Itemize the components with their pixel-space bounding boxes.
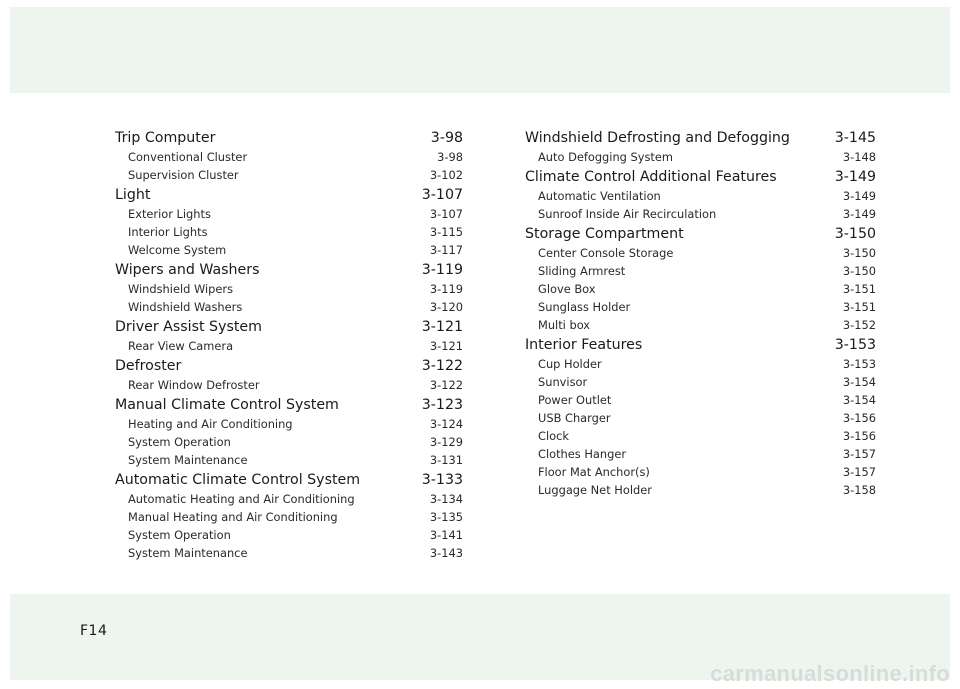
toc-section-page: 3-123	[421, 397, 463, 413]
toc-item-title: Windshield Wipers	[128, 282, 234, 296]
toc-section[interactable]	[115, 470, 463, 490]
toc-item-title: System Operation	[128, 528, 231, 542]
toc-item-title: Auto Defogging System	[538, 150, 673, 164]
toc-section-page: 3-107	[421, 187, 463, 203]
toc-item[interactable]	[115, 508, 463, 526]
toc-item-title: Heating and Air Conditioning	[128, 417, 293, 431]
toc-item-page: 3-120	[429, 300, 463, 314]
toc-item-title: Welcome System	[128, 243, 227, 257]
toc-item[interactable]	[115, 241, 463, 259]
toc-left-column	[115, 127, 463, 562]
toc-section[interactable]	[115, 185, 463, 205]
toc-item[interactable]	[525, 445, 876, 463]
toc-item-page: 3-141	[429, 528, 463, 542]
toc-item-page: 3-148	[842, 150, 876, 164]
toc-item[interactable]	[115, 298, 463, 316]
toc-item[interactable]	[525, 148, 876, 166]
toc-item[interactable]	[115, 490, 463, 508]
toc-section[interactable]	[115, 260, 463, 280]
toc-section[interactable]	[525, 167, 876, 187]
toc-item-title: Rear View Camera	[128, 339, 234, 353]
toc-item-page: 3-152	[842, 318, 876, 332]
toc-item-title: System Operation	[128, 435, 231, 449]
toc-item-title: Automatic Heating and Air Conditioning	[128, 492, 355, 506]
toc-item-page: 3-115	[429, 225, 463, 239]
toc-section-page: 3-98	[430, 130, 463, 146]
toc-section-title: Windshield Defrosting and Defogging	[525, 130, 790, 146]
toc-item-title: Sliding Armrest	[538, 264, 626, 278]
toc-item-page: 3-157	[842, 465, 876, 479]
toc-item[interactable]	[525, 427, 876, 445]
toc-item[interactable]	[115, 376, 463, 394]
toc-item-page: 3-121	[429, 339, 463, 353]
toc-section-title: Interior Features	[525, 337, 643, 353]
toc-item-page: 3-124	[429, 417, 463, 431]
toc-item-title: Power Outlet	[538, 393, 612, 407]
toc-item[interactable]	[525, 316, 876, 334]
toc-item-page: 3-150	[842, 246, 876, 260]
toc-item-title: Multi box	[538, 318, 591, 332]
toc-item-page: 3-151	[842, 300, 876, 314]
toc-item-title: Automatic Ventilation	[538, 189, 661, 203]
toc-item[interactable]	[115, 544, 463, 562]
toc-item-page: 3-134	[429, 492, 463, 506]
toc-item-title: Glove Box	[538, 282, 596, 296]
toc-section-title: Climate Control Additional Features	[525, 169, 777, 185]
toc-section-page: 3-121	[421, 319, 463, 335]
toc-item[interactable]	[525, 280, 876, 298]
toc-item[interactable]	[115, 433, 463, 451]
toc-item-title: Clock	[538, 429, 569, 443]
toc-section-page: 3-145	[834, 130, 876, 146]
toc-section-page: 3-133	[421, 472, 463, 488]
toc-item[interactable]	[115, 337, 463, 355]
toc-section[interactable]	[115, 395, 463, 415]
toc-item[interactable]	[525, 391, 876, 409]
toc-item-title: Clothes Hanger	[538, 447, 627, 461]
toc-item-title: Sunglass Holder	[538, 300, 631, 314]
watermark-logo: carmanualsonline.info	[710, 661, 950, 686]
toc-item-title: Conventional Cluster	[128, 150, 248, 164]
toc-item[interactable]	[115, 148, 463, 166]
toc-item-page: 3-119	[429, 282, 463, 296]
toc-item[interactable]	[525, 481, 876, 499]
toc-item-title: Exterior Lights	[128, 207, 211, 221]
toc-item-page: 3-149	[842, 207, 876, 221]
toc-section-title: Automatic Climate Control System	[115, 472, 361, 488]
toc-item-page: 3-154	[842, 375, 876, 389]
toc-item-title: Center Console Storage	[538, 246, 674, 260]
toc-section-title: Wipers and Washers	[115, 262, 260, 278]
toc-item-page: 3-122	[429, 378, 463, 392]
toc-item[interactable]	[525, 205, 876, 223]
toc-item[interactable]	[525, 463, 876, 481]
toc-item[interactable]	[525, 244, 876, 262]
toc-item[interactable]	[525, 355, 876, 373]
toc-item-title: Cup Holder	[538, 357, 602, 371]
toc-item-title: System Maintenance	[128, 546, 248, 560]
toc-section[interactable]	[115, 317, 463, 337]
toc-section-title: Manual Climate Control System	[115, 397, 339, 413]
toc-section[interactable]	[115, 128, 463, 148]
toc-section-page: 3-149	[834, 169, 876, 185]
toc-item-page: 3-154	[842, 393, 876, 407]
toc-item[interactable]	[525, 373, 876, 391]
toc-item-page: 3-158	[842, 483, 876, 497]
toc-item-page: 3-151	[842, 282, 876, 296]
toc-item[interactable]	[525, 409, 876, 427]
toc-section[interactable]	[525, 224, 876, 244]
toc-item-title: Manual Heating and Air Conditioning	[128, 510, 338, 524]
toc-item[interactable]	[115, 280, 463, 298]
toc-item-title: USB Charger	[538, 411, 611, 425]
toc-item-title: Luggage Net Holder	[538, 483, 652, 497]
toc-item-page: 3-157	[842, 447, 876, 461]
toc-section-page: 3-153	[834, 337, 876, 353]
toc-item-page: 3-143	[429, 546, 463, 560]
toc-item-page: 3-117	[429, 243, 463, 257]
toc-item-title: Sunroof Inside Air Recirculation	[538, 207, 717, 221]
toc-item-page: 3-107	[429, 207, 463, 221]
toc-item[interactable]	[115, 451, 463, 469]
toc-item[interactable]	[115, 223, 463, 241]
toc-item-page: 3-150	[842, 264, 876, 278]
toc-item-title: System Maintenance	[128, 453, 248, 467]
toc-item-page: 3-98	[437, 150, 463, 164]
toc-section[interactable]	[115, 356, 463, 376]
toc-item-page: 3-149	[842, 189, 876, 203]
toc-item-page: 3-153	[842, 357, 876, 371]
toc-item[interactable]	[525, 262, 876, 280]
toc-item-title: Rear Window Defroster	[128, 378, 260, 392]
toc-item-page: 3-102	[429, 168, 463, 182]
toc-section-page: 3-150	[834, 226, 876, 242]
toc-section-page: 3-119	[421, 262, 463, 278]
toc-section-title: Light	[115, 187, 151, 203]
toc-section[interactable]	[525, 335, 876, 355]
toc-section[interactable]	[525, 128, 876, 148]
toc-item[interactable]	[115, 415, 463, 433]
toc-item-page: 3-131	[429, 453, 463, 467]
toc-right-column	[525, 127, 876, 499]
toc-section-title: Defroster	[115, 358, 182, 374]
toc-item-title: Interior Lights	[128, 225, 208, 239]
toc-item-page: 3-135	[429, 510, 463, 524]
toc-item[interactable]	[525, 298, 876, 316]
toc-item[interactable]	[115, 526, 463, 544]
toc-section-title: Driver Assist System	[115, 319, 262, 335]
toc-item[interactable]	[115, 166, 463, 184]
toc-item-title: Windshield Washers	[128, 300, 243, 314]
toc-item-title: Supervision Cluster	[128, 168, 239, 182]
toc-item[interactable]	[115, 205, 463, 223]
toc-section-page: 3-122	[421, 358, 463, 374]
toc-item-title: Sunvisor	[538, 375, 588, 389]
toc-item[interactable]	[525, 187, 876, 205]
page-number: F14	[80, 623, 108, 639]
toc-item-page: 3-156	[842, 411, 876, 425]
toc-section-title: Trip Computer	[115, 130, 216, 146]
toc-item-page: 3-129	[429, 435, 463, 449]
toc-item-title: Floor Mat Anchor(s)	[538, 465, 650, 479]
toc-section-title: Storage Compartment	[525, 226, 684, 242]
toc-item-page: 3-156	[842, 429, 876, 443]
